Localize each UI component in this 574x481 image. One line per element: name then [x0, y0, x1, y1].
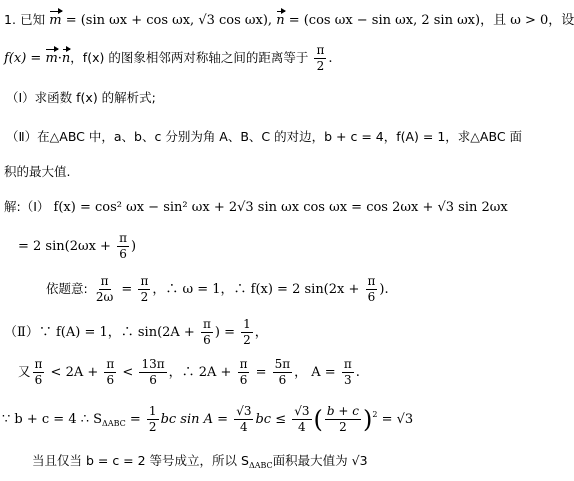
expr-part: =	[251, 365, 271, 380]
fraction: $\frac{13\pi}{6}$	[141, 357, 165, 387]
expr-part: ， A =	[294, 365, 340, 380]
solution-line-4	[4, 318, 268, 347]
fraction: $\frac{√3}{4}$	[294, 404, 310, 434]
expr-part: bc ≤	[255, 412, 291, 427]
fraction-pi-over-2omega: $\frac{\pi}{2\omega}$	[95, 274, 114, 304]
problem-part-1: （Ⅰ）求函数 f(x) 的解析式;	[6, 90, 156, 105]
according-label: 依题意:	[46, 281, 88, 296]
expr-part: ) =	[214, 325, 240, 340]
period: .	[328, 51, 333, 66]
fraction-pi-over-6: $\frac{\pi}{6}$	[367, 274, 376, 304]
fraction: $\frac{√3}{4}$	[236, 404, 252, 434]
fraction: $\frac{\pi}{6}$	[106, 357, 115, 387]
problem-intro: 已知	[20, 12, 46, 27]
problem-number: 1.	[4, 12, 16, 27]
also-label: 又	[18, 364, 31, 379]
problem-part-2-line-1: （Ⅱ）在△ABC 中，a、b、c 分别为角 A、B、C 的对边，b + c = 4，f(A) = 1，求△ABC 面	[6, 129, 523, 144]
expr-part: ，∴ 2A +	[168, 365, 236, 380]
solution-line-1	[4, 201, 508, 214]
expr-part: bc sin A =	[160, 412, 233, 427]
vector-n: n	[276, 13, 285, 28]
fraction-pi-over-6: $\frac{\pi}{6}$	[202, 317, 211, 347]
expr-part: =	[125, 412, 145, 427]
fraction: $\frac{\pi}{6}$	[34, 357, 43, 387]
expr-part: <	[118, 365, 138, 380]
fraction-pi-over-6: $\frac{\pi}{6}$	[119, 231, 127, 261]
close-paren: )	[362, 405, 373, 434]
open-paren: (	[313, 405, 323, 434]
fraction: $\frac{\pi}{6}$	[239, 357, 248, 387]
vector-m: m	[49, 13, 62, 28]
solution-line-5	[18, 358, 360, 387]
expr-part: = 2 sin(2ωx +	[18, 239, 116, 254]
conclusion-text: 面积最大值为 √3	[272, 453, 368, 468]
conclusion-text: 当且仅当 b = c = 2 等号成立，所以 S	[32, 453, 249, 468]
expr-part: =	[117, 282, 137, 297]
dot-operator: ·	[57, 51, 62, 66]
fraction-1-over-2: $\frac{1}{2}$	[243, 317, 251, 347]
vector-n-definition: = (cos ωx − sin ωx, 2 sin ωx)，且 ω > 0，设	[284, 13, 574, 28]
expr-part: （Ⅱ）∵ f(A) = 1，∴ sin(2A +	[4, 325, 199, 340]
problem-part-2-line-2: 积的最大值.	[4, 164, 71, 179]
problem-line-2	[4, 44, 333, 73]
fraction-pi-over-2: $\frac{\pi}{2}$	[316, 43, 325, 73]
expr-part: ).	[379, 282, 389, 297]
function-f-lhs: f(x) =	[4, 51, 46, 66]
expr-part: = √3	[377, 412, 414, 427]
problem-line-2-text: ，f(x) 的图象相邻两对称轴之间的距离等于	[70, 50, 309, 65]
superscript: 2	[372, 410, 378, 419]
expr-part: ，	[254, 325, 268, 340]
vector-n-2: n	[61, 51, 71, 66]
vector-m-2: m	[45, 51, 58, 66]
solution-line-2	[18, 232, 136, 261]
fraction: $\frac{b + c}{2}$	[326, 404, 359, 434]
vector-m-definition: = (sin ωx + cos ωx, √3 cos ωx),	[61, 13, 273, 28]
expr-part: ∵ b + c = 4 ∴ S	[2, 412, 103, 427]
solution-line-6	[2, 405, 413, 434]
problem-line-1	[4, 14, 574, 27]
fraction: $\frac{5\pi}{6}$	[274, 357, 291, 387]
fraction-pi-over-2: $\frac{\pi}{2}$	[140, 274, 149, 304]
expr-part: ，∴ ω = 1，∴ f(x) = 2 sin(2x +	[152, 282, 364, 297]
solution-line-3	[46, 275, 389, 304]
expr-part: < 2A +	[46, 365, 103, 380]
expr-part: )	[130, 239, 137, 254]
subscript: ΔABC	[248, 461, 273, 470]
fraction: $\frac{1}{2}$	[148, 404, 157, 434]
fraction: $\frac{\pi}{3}$	[343, 357, 352, 387]
solution-expression-1: f(x) = cos² ωx − sin² ωx + 2√3 sin ωx cos ωx = cos 2ωx + √3 sin 2ωx	[53, 200, 508, 215]
solution-label: 解:（Ⅰ）	[4, 199, 50, 214]
expr-part: .	[355, 365, 360, 380]
subscript: ΔABC	[102, 419, 126, 428]
solution-line-7	[32, 455, 368, 470]
